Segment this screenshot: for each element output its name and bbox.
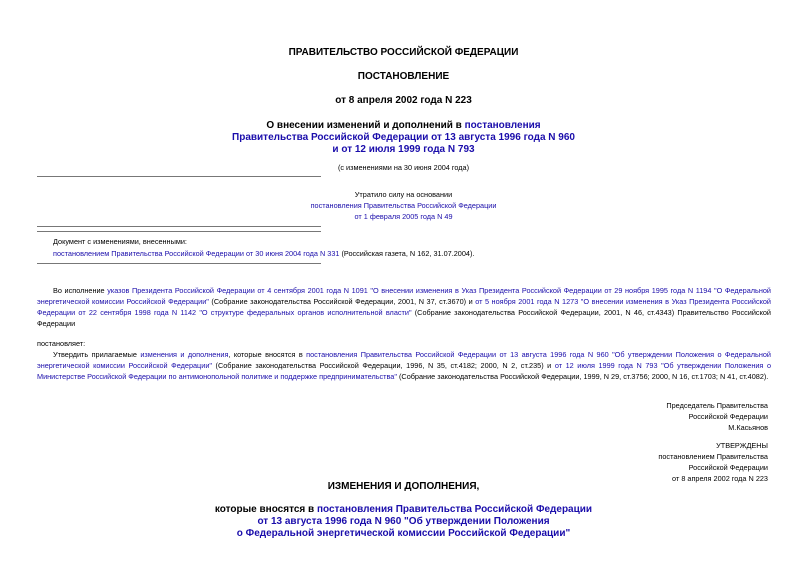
changes-subtitle-link-line2[interactable]: от 13 августа 1996 года N 960 "Об утверждении Положения [257, 516, 550, 527]
divider [37, 176, 321, 177]
signature-position: Председатель Правительства [666, 401, 768, 410]
repeal-note: Утратило силу на основании [354, 190, 453, 199]
preamble-text: (Собрание законодательства Российской Федерации, 2001, N 37, ст.3670) и [208, 297, 476, 306]
document-date: от 8 апреля 2002 года N 223 [335, 95, 472, 106]
title-link-line2[interactable]: Правительства Российской Федерации от 13 августа 1996 года N 960 [232, 132, 575, 143]
changes-source [53, 248, 474, 259]
decree-link-1273[interactable]: от 5 ноября 2001 года N 1273 "О внесении изменения в Указ Президента Российской Федерации от 22 сентября 1998 года N 1142 "О структуре федеральных органов исполнительной власти" [37, 297, 772, 317]
signature-name: М.Касьянов [728, 423, 768, 432]
approved-label: УТВЕРЖДЕНЫ [716, 441, 768, 450]
resolution-960-link[interactable]: постановления Правительства Российской Федерации от 13 августа 1996 года N 960 "Об утверждении Положения о Федеральной энергетической комиссии Российской Федерации" [37, 350, 772, 370]
amendment-note: (с изменениями на 30 июня 2004 года) [337, 163, 470, 172]
changes-title: ИЗМЕНЕНИЯ И ДОПОЛНЕНИЯ, [327, 481, 480, 492]
preamble-text: (Собрание законодательства Российской Федерации, 2001, N 46, ст.4343) Правительство Российской Федерации [37, 308, 771, 328]
approval-stamp [520, 440, 768, 484]
document-type: ПОСТАНОВЛЕНИЕ [357, 71, 450, 82]
divider [37, 231, 321, 232]
approve-text: Утвердить прилагаемые [53, 350, 141, 359]
decree-link-1091[interactable]: указов Президента Российской Федерации от 4 сентября 2001 года N 1091 "О внесении изменения в Указ Президента Российской Федерации от 29 ноября 1995 года N 1194 "О Федеральной энергетической комиссии Российской Федерации" [37, 286, 771, 306]
title-text: О внесении изменений и дополнений в [266, 120, 465, 131]
signature-block [520, 400, 768, 433]
repeal-link[interactable]: постановления Правительства Российской Федерации [310, 201, 497, 210]
approved-country: Российской Федерации [688, 463, 768, 472]
changes-link[interactable]: постановлением Правительства Российской Федерации от 30 июня 2004 года N 331 [53, 249, 340, 258]
preamble-paragraph [37, 285, 771, 329]
resolution-793-link[interactable]: от 12 июля 1999 года N 793 "Об утверждении Положения о Министерстве Российской Федерации по антимонопольной политике и поддержке предпринимательства" [37, 361, 772, 381]
changes-subtitle-link-line3[interactable]: о Федеральной энергетической комиссии Российской Федерации" [236, 528, 571, 539]
changes-subtitle-text: которые вносятся в [214, 504, 317, 515]
repeal-link-date[interactable]: от 1 февраля 2005 года N 49 [354, 212, 453, 221]
title-link-line3[interactable]: и от 12 июля 1999 года N 793 [332, 144, 475, 155]
approved-date: от 8 апреля 2002 года N 223 [672, 474, 768, 483]
divider [37, 263, 321, 264]
changes-label: Документ с изменениями, внесенными: [53, 237, 187, 246]
divider [37, 226, 321, 227]
approve-text: (Собрание законодательства Российской Федерации, 1996, N 35, ст.4182; 2000, N 2, ст.235) и [211, 361, 555, 370]
preamble-text: Во исполнение [53, 286, 108, 295]
approve-text: , которые вносятся в [228, 350, 307, 359]
changes-publication: (Российская газета, N 162, 31.07.2004). [339, 249, 475, 258]
signature-country: Российской Федерации [688, 412, 768, 421]
approve-paragraph [37, 349, 771, 382]
government-name: ПРАВИТЕЛЬСТВО РОССИЙСКОЙ ФЕДЕРАЦИИ [288, 47, 519, 58]
approved-by: постановлением Правительства [658, 452, 768, 461]
title-link-resolutions[interactable]: постановления [464, 120, 541, 131]
approve-text: (Собрание законодательства Российской Федерации, 1999, N 29, ст.3756; 2000, N 16, ст.1703; N 41, ст.4082). [396, 372, 769, 381]
changes-subtitle-link[interactable]: постановления Правительства Российской Федерации [316, 504, 593, 515]
decrees-word: постановляет: [37, 339, 86, 348]
changes-annex-link[interactable]: изменения и дополнения [140, 350, 229, 359]
